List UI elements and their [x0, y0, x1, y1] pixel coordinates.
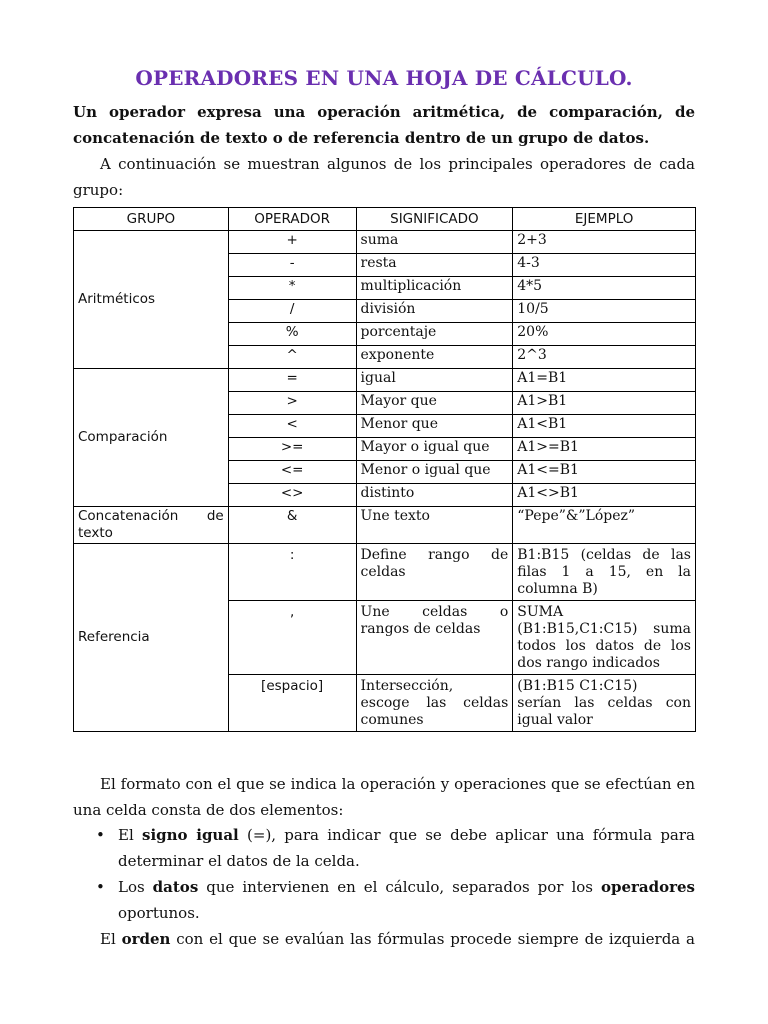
- list-item-line: determinar el datos de la celda.: [118, 852, 360, 870]
- format-line-1: El formato con el que se indica la operación y operaciones que se efectúan en: [100, 775, 695, 793]
- meaning-cell: Menor o igual que: [356, 461, 513, 484]
- meaning-cell: suma: [356, 231, 513, 254]
- list-item-line: oportunos.: [118, 904, 200, 922]
- operator-cell: ,: [228, 601, 356, 675]
- operator-cell: <=: [228, 461, 356, 484]
- table-row: [74, 231, 696, 254]
- operator-cell: >: [228, 392, 356, 415]
- meaning-line: Intersección,: [360, 678, 454, 694]
- operator-cell: <: [228, 415, 356, 438]
- meaning-cell: Menor que: [356, 415, 513, 438]
- format-line-2: una celda consta de dos elementos:: [73, 801, 344, 819]
- table-header-row: [74, 208, 696, 231]
- group-concatenacion: [74, 507, 229, 544]
- operator-cell: %: [228, 323, 356, 346]
- example-line: serían las celdas con: [517, 695, 691, 711]
- example-cell: 20%: [513, 323, 696, 346]
- header-operador: OPERADOR: [228, 208, 356, 231]
- example-cell: A1<=B1: [513, 461, 696, 484]
- group-concatenacion-line-2: texto: [78, 525, 113, 541]
- meaning-cell: resta: [356, 254, 513, 277]
- example-line: todos los datos de los: [517, 638, 691, 654]
- text-run: El: [118, 826, 142, 844]
- meaning-cell: multiplicación: [356, 277, 513, 300]
- list-item: [73, 874, 695, 926]
- intro-paragraph-2: [73, 151, 695, 203]
- list-item-line: [118, 874, 695, 900]
- example-cell: [513, 675, 696, 732]
- emphasis-text: signo igual: [142, 826, 239, 844]
- order-line-1: [73, 926, 695, 952]
- header-significado: SIGNIFICADO: [356, 208, 513, 231]
- intro-line-1: Un operador expresa una operación aritmética, de comparación, de: [73, 103, 695, 121]
- example-cell: A1=B1: [513, 369, 696, 392]
- example-cell: [513, 544, 696, 601]
- example-cell: A1>=B1: [513, 438, 696, 461]
- example-line: (B1:B15,C1:C15) suma: [517, 621, 691, 637]
- text-run: El: [100, 930, 122, 948]
- operator-cell: <>: [228, 484, 356, 507]
- intro-line-4: grupo:: [73, 181, 124, 199]
- emphasis-text: operadores: [600, 878, 695, 896]
- meaning-cell: [356, 601, 513, 675]
- bullet-icon: •: [96, 826, 105, 844]
- meaning-cell: [356, 544, 513, 601]
- meaning-line: celdas: [360, 564, 406, 580]
- list-item-line: [118, 822, 695, 848]
- example-cell: “Pepe”&”López”: [513, 507, 696, 544]
- operator-cell: &: [228, 507, 356, 544]
- meaning-cell: distinto: [356, 484, 513, 507]
- header-grupo: GRUPO: [74, 208, 229, 231]
- meaning-line: Define rango de: [360, 547, 509, 563]
- operator-cell: -: [228, 254, 356, 277]
- bullet-icon: •: [96, 878, 105, 896]
- format-paragraph: [73, 771, 695, 823]
- intro-paragraph: [73, 99, 695, 151]
- text-run: (=), para indicar que se debe aplicar una fórmula para: [238, 826, 695, 844]
- example-cell: [513, 601, 696, 675]
- table-row: [74, 507, 696, 544]
- list-item: [73, 822, 695, 874]
- group-aritmeticos: Aritméticos: [74, 231, 229, 369]
- operator-cell: >=: [228, 438, 356, 461]
- example-line: B1:B15 (celdas de las: [517, 547, 691, 563]
- header-ejemplo: EJEMPLO: [513, 208, 696, 231]
- meaning-line: comunes: [360, 712, 424, 728]
- example-line: filas 1 a 15, en la: [517, 564, 691, 580]
- meaning-cell: porcentaje: [356, 323, 513, 346]
- example-cell: A1<>B1: [513, 484, 696, 507]
- meaning-cell: exponente: [356, 346, 513, 369]
- page-title: OPERADORES EN UNA HOJA DE CÁLCULO.: [135, 66, 633, 90]
- meaning-line: rangos de celdas: [360, 621, 481, 637]
- operators-table: [73, 207, 696, 732]
- example-line: (B1:B15 C1:C15): [517, 678, 638, 694]
- meaning-cell: [356, 675, 513, 732]
- emphasis-text: orden: [121, 930, 171, 948]
- operator-cell: /: [228, 300, 356, 323]
- text-run: Los: [118, 878, 153, 896]
- text-run: que intervienen en el cálculo, separados por los: [198, 878, 601, 896]
- operator-cell: ^: [228, 346, 356, 369]
- example-cell: A1<B1: [513, 415, 696, 438]
- group-comparacion: Comparación: [74, 369, 229, 507]
- group-concatenacion-line-1: Concatenación de: [78, 508, 224, 524]
- meaning-cell: Mayor o igual que: [356, 438, 513, 461]
- example-line: columna B): [517, 581, 598, 597]
- meaning-cell: Mayor que: [356, 392, 513, 415]
- table-row: [74, 369, 696, 392]
- group-referencia: Referencia: [74, 544, 229, 732]
- operator-cell: [espacio]: [228, 675, 356, 732]
- meaning-line: escoge las celdas: [360, 695, 509, 711]
- example-cell: A1>B1: [513, 392, 696, 415]
- elements-list: [73, 822, 695, 926]
- example-cell: 4-3: [513, 254, 696, 277]
- meaning-cell: división: [356, 300, 513, 323]
- example-cell: 4*5: [513, 277, 696, 300]
- operator-cell: =: [228, 369, 356, 392]
- operator-cell: *: [228, 277, 356, 300]
- example-cell: 10/5: [513, 300, 696, 323]
- meaning-cell: igual: [356, 369, 513, 392]
- operator-cell: :: [228, 544, 356, 601]
- example-line: SUMA: [517, 604, 564, 620]
- example-cell: 2+3: [513, 231, 696, 254]
- example-cell: 2^3: [513, 346, 696, 369]
- intro-line-3: A continuación se muestran algunos de los principales operadores de cada: [100, 155, 695, 173]
- intro-line-2: concatenación de texto o de referencia dentro de un grupo de datos.: [73, 129, 650, 147]
- emphasis-text: datos: [152, 878, 199, 896]
- example-line: dos rango indicados: [517, 655, 660, 671]
- example-line: igual valor: [517, 712, 593, 728]
- meaning-cell: Une texto: [356, 507, 513, 544]
- table-row: [74, 544, 696, 601]
- operator-cell: +: [228, 231, 356, 254]
- text-run: con el que se evalúan las fórmulas procede siempre de izquierda a: [170, 930, 696, 948]
- meaning-line: Une celdas o: [360, 604, 509, 620]
- order-paragraph: [73, 926, 695, 952]
